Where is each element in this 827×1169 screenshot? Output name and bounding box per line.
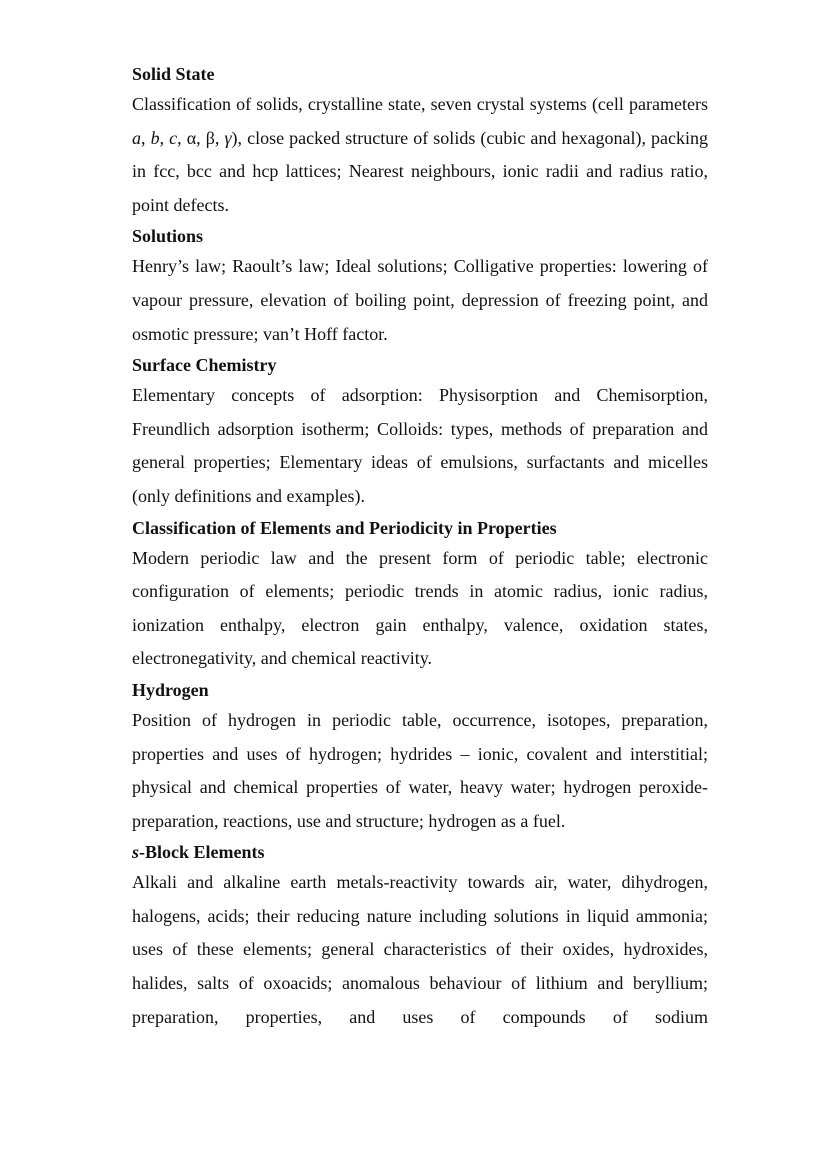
section-heading [132,839,708,865]
section-solid-state [132,61,708,222]
separator: , [141,127,151,148]
syllabus-page [132,61,708,1035]
body-text: ), close packed structure of solids (cubic and hexagonal), packing in fcc, bcc and hcp lattices; Nearest neighbours, ionic radii and radius ratio, point defects. [132,127,709,215]
section-body: Elementary concepts of adsorption: Physisorption and Chemisorption, Freundlich adsorption isotherm; Colloids: types, methods of preparation and general properties; Elementary ideas of emulsions, surfactants and micelles (only definitions and examples). [132,385,708,506]
section-body: Position of hydrogen in periodic table, occurrence, isotopes, preparation, properties and uses of hydrogen; hydrides – ionic, covalent and interstitial; physical and chemical properties of water, heavy water; hydrogen peroxide-preparation, reactions, use and structure; hydrogen as a fuel. [132,709,708,831]
symbol-b: b [150,127,160,148]
section-heading: Classification of Elements and Periodicity in Properties [132,517,557,538]
body-text: , α, β, [177,127,225,148]
section-body: Alkali and alkaline earth metals-reactivity towards air, water, dihydrogen, halogens, acids; their reducing nature including solutions in liquid ammonia; uses of these elements; general characteristics of their oxides, hydroxides, halides, salts of oxoacids; anomalous behaviour of lithium and beryllium; preparation, properties, and uses of compounds of sodium [132,872,708,1027]
heading-rest: -Block Elements [139,842,265,863]
heading-prefix: s [132,842,140,863]
symbol-c: c [169,127,178,148]
separator: , [159,127,170,148]
body-text: Classification of solids, crystalline state, seven crystal systems (cell parameters [132,94,708,114]
section-hydrogen [132,677,708,838]
section-s-block [132,839,708,1034]
section-body [132,88,708,222]
section-heading: Solid State [132,64,215,84]
section-heading: Solutions [132,226,204,247]
section-periodicity [132,515,708,676]
section-heading: Surface Chemistry [132,355,277,376]
symbol-a: a [132,127,141,148]
section-body: Modern periodic law and the present form of periodic table; electronic configuration of elements; periodic trends in atomic radius, ionic radius, ionization enthalpy, electron gain enthalpy, valence, oxidation states, electronegativity, and chemical reactivity. [132,547,708,669]
section-surface-chemistry [132,352,708,513]
symbol-gamma: γ [224,127,232,148]
section-heading: Hydrogen [132,679,209,700]
section-body: Henry’s law; Raoult’s law; Ideal solutions; Colligative properties: lowering of vapour pressure, elevation of boiling point, depression of freezing point, and osmotic pressure; van’t Hoff factor. [132,256,708,344]
section-solutions [132,223,708,351]
